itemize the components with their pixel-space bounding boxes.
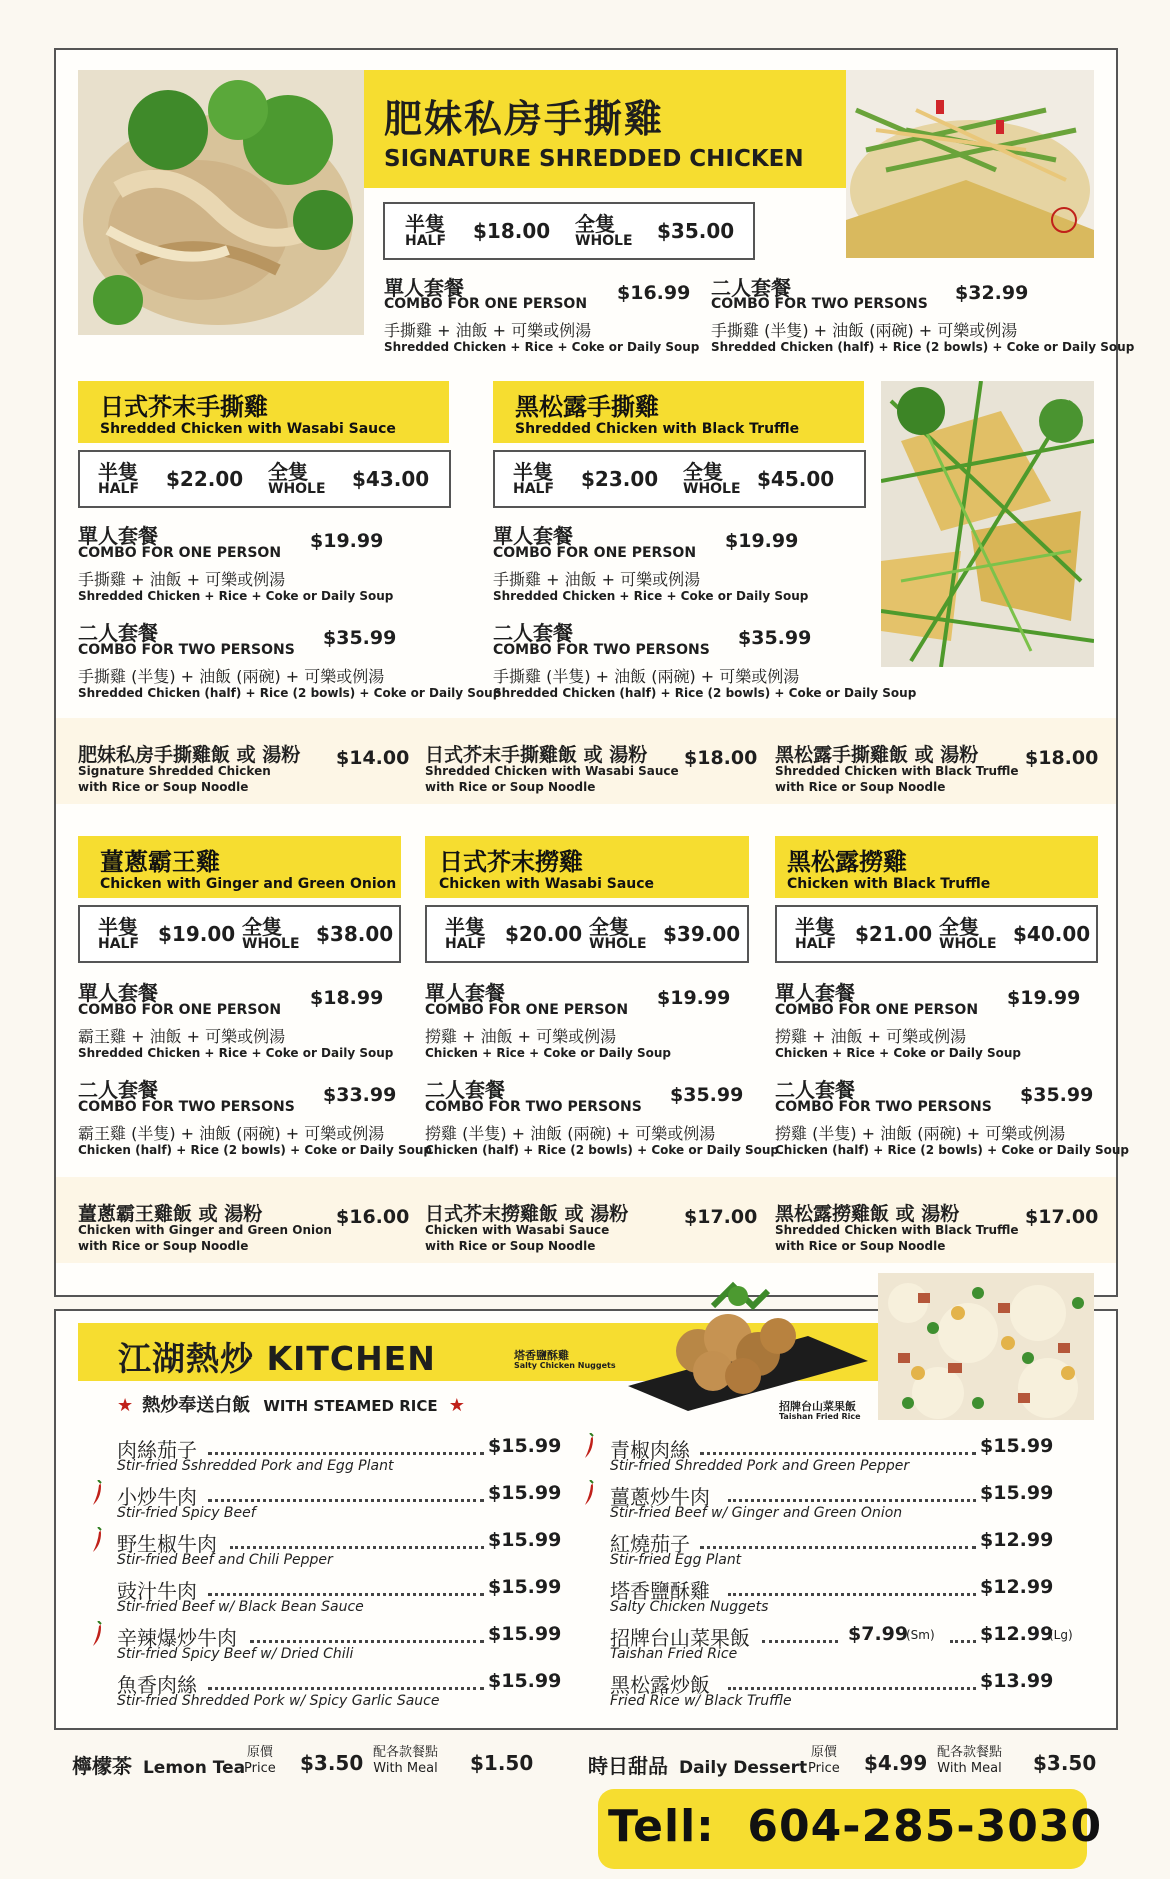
- half-label: 半隻: [445, 915, 485, 939]
- half-label: 半隻: [98, 915, 138, 939]
- lemon-tea-meal-price: $1.50: [470, 1751, 534, 1775]
- combo-price: $35.99: [738, 627, 812, 649]
- dish-price: $12.99: [980, 1529, 1054, 1551]
- rice-subtitle-en: with Rice or Soup Noodle: [425, 780, 596, 794]
- combo-title-en: COMBO FOR TWO PERSONS: [711, 296, 928, 312]
- whole-label: 全隻: [683, 460, 723, 484]
- combo-desc-zh: 撈雞 + 油飯 + 可樂或例湯: [425, 1027, 617, 1046]
- half-price: $19.00: [158, 922, 236, 946]
- combo-title-zh: 二人套餐: [493, 621, 573, 645]
- nugget-caption-en: Salty Chicken Nuggets: [514, 1361, 616, 1370]
- kitchen-title: 江湖熱炒 KITCHEN: [118, 1339, 436, 1378]
- half-price: $22.00: [166, 467, 244, 491]
- dish-name-en: Stir-fried Sshredded Pork and Egg Plant: [117, 1458, 394, 1474]
- dish-name-zh: 肉絲茄子: [117, 1438, 197, 1462]
- combo-desc-en: Shredded Chicken (half) + Rice (2 bowls) + Coke or Daily Soup: [493, 686, 917, 700]
- rice-title-en: Shredded Chicken with Wasabi Sauce: [425, 764, 679, 778]
- steamed-rice-note: [117, 1391, 465, 1417]
- whole-price: $45.00: [757, 467, 835, 491]
- original-price-label: [244, 1745, 276, 1777]
- dish-title-zh: 日式芥末撈雞: [439, 848, 583, 876]
- lemon-tea-label: [72, 1750, 245, 1779]
- rice-title-en: Shredded Chicken with Black Truffle: [775, 1223, 1019, 1237]
- combo-title-en: COMBO FOR TWO PERSONS: [78, 642, 295, 658]
- combo-desc-zh: 手撕雞 + 油飯 + 可樂或例湯: [78, 570, 286, 589]
- chili-pepper-icon: [92, 1480, 102, 1506]
- truffle-lao-price-box: [775, 905, 1098, 963]
- dish-name-zh: 辛辣爆炒牛肉: [117, 1626, 237, 1650]
- meal-zh: 配各款餐點: [937, 1745, 1003, 1760]
- dish-name-en: Stir-fried Spicy Beef w/ Dried Chili: [117, 1646, 354, 1662]
- leader-dots: [250, 1640, 484, 1643]
- combo-desc-en: Chicken + Rice + Coke or Daily Soup: [425, 1046, 672, 1060]
- dish-name-zh: 豉汁牛肉: [117, 1579, 197, 1603]
- leader-dots: [950, 1640, 976, 1643]
- with-meal-label: [937, 1745, 1002, 1777]
- orig-zh: 原價: [810, 1745, 837, 1760]
- combo-title-zh: 單人套餐: [775, 981, 855, 1005]
- combo-price: $33.99: [323, 1084, 397, 1106]
- combo-price: $19.99: [1007, 987, 1081, 1009]
- dessert-price: $4.99: [864, 1751, 928, 1775]
- half-price: $18.00: [473, 219, 551, 243]
- dish-name-en: Stir-fried Shredded Pork w/ Spicy Garlic Sauce: [117, 1693, 440, 1709]
- rice-title-en: Chicken with Ginger and Green Onion: [78, 1223, 332, 1237]
- ginger-chicken-photo: [846, 70, 1094, 258]
- rice-title-en: Shredded Chicken with Black Truffle: [775, 764, 1019, 778]
- rice-subtitle-en: with Rice or Soup Noodle: [775, 780, 946, 794]
- fried-rice-caption-en: Taishan Fried Rice: [779, 1412, 861, 1421]
- rice-price: $18.00: [1025, 747, 1099, 769]
- rice-title-en: Chicken with Wasabi Sauce: [425, 1223, 610, 1237]
- with-meal-label: [373, 1745, 438, 1777]
- signature-title-zh: 肥妹私房手撕雞: [384, 97, 665, 141]
- dish-name-zh: 小炒牛肉: [117, 1485, 197, 1509]
- dish-title-en: Chicken with Black Truffle: [787, 876, 991, 892]
- dessert-en: Daily Dessert: [678, 1758, 808, 1778]
- wasabi-price-box: [78, 450, 451, 508]
- combo-title-zh: 單人套餐: [493, 524, 573, 548]
- dish-price: $15.99: [488, 1435, 562, 1457]
- combo-desc-zh: 霸王雞 (半隻) + 油飯 (兩碗) + 可樂或例湯: [78, 1124, 385, 1143]
- dish-price: $15.99: [488, 1576, 562, 1598]
- rice-subtitle-en: with Rice or Soup Noodle: [775, 1239, 946, 1253]
- rice-subtitle-en: with Rice or Soup Noodle: [78, 1239, 249, 1253]
- lemon-tea-price: $3.50: [300, 1751, 364, 1775]
- combo-desc-en: Shredded Chicken (half) + Rice (2 bowls) + Coke or Daily Soup: [78, 686, 502, 700]
- whole-label-en: WHOLE: [589, 936, 647, 952]
- dish-name-zh: 野生椒牛肉: [117, 1532, 217, 1556]
- leader-dots: [762, 1640, 838, 1643]
- leader-dots: [208, 1687, 484, 1690]
- combo-desc-en: Chicken (half) + Rice (2 bowls) + Coke or Daily Soup: [78, 1143, 432, 1157]
- note-en: WITH STEAMED RICE: [263, 1397, 438, 1415]
- combo-title-en: COMBO FOR ONE PERSON: [78, 1002, 282, 1018]
- dessert-meal-price: $3.50: [1033, 1751, 1097, 1775]
- combo-desc-en: Shredded Chicken + Rice + Coke or Daily Soup: [78, 589, 394, 603]
- dish-name-zh: 紅燒茄子: [610, 1532, 690, 1556]
- combo-price: $18.99: [310, 987, 384, 1009]
- meal-en: With Meal: [937, 1761, 1002, 1776]
- orig-en: Price: [808, 1761, 840, 1776]
- combo-desc-zh: 撈雞 + 油飯 + 可樂或例湯: [775, 1027, 967, 1046]
- leader-dots: [230, 1546, 484, 1549]
- half-label: 半隻: [98, 460, 138, 484]
- dish-price: $13.99: [980, 1670, 1054, 1692]
- half-label-en: HALF: [405, 233, 447, 249]
- whole-label-en: WHOLE: [242, 936, 300, 952]
- meal-zh: 配各款餐點: [373, 1745, 439, 1760]
- leader-dots: [700, 1452, 976, 1455]
- chili-pepper-icon: [92, 1527, 102, 1553]
- dish-name-zh: 塔香鹽酥雞: [610, 1579, 710, 1603]
- star-icon: ★: [448, 1395, 465, 1416]
- dish-title-zh: 薑蔥霸王雞: [100, 848, 220, 876]
- ginger-price-box: [78, 905, 401, 963]
- combo-desc-zh: 手撕雞 + 油飯 + 可樂或例湯: [384, 321, 592, 340]
- rice-title-zh: 黑松露撈雞飯 或 湯粉: [775, 1203, 960, 1225]
- dish-name-en: Salty Chicken Nuggets: [610, 1599, 769, 1615]
- combo-desc-en: Chicken (half) + Rice (2 bowls) + Coke or Daily Soup: [425, 1143, 779, 1157]
- dish-title-zh: 黑松露撈雞: [787, 848, 907, 876]
- size-small-label: (Sm): [906, 1628, 935, 1642]
- dish-price: $15.99: [980, 1435, 1054, 1457]
- fried-rice-caption-zh: 招牌台山菜果飯: [779, 1400, 856, 1413]
- dish-price: $15.99: [488, 1670, 562, 1692]
- combo-title-zh: 單人套餐: [78, 524, 158, 548]
- rice-title-zh: 日式芥末撈雞飯 或 湯粉: [425, 1203, 629, 1225]
- rice-price: $17.00: [1025, 1206, 1099, 1228]
- size-large-label: (Lg): [1049, 1628, 1073, 1642]
- dish-name-en: Stir-fried Beef w/ Black Bean Sauce: [117, 1599, 364, 1615]
- combo-title-en: COMBO FOR ONE PERSON: [775, 1002, 979, 1018]
- combo-title-zh: 單人套餐: [425, 981, 505, 1005]
- original-price-label: [808, 1745, 840, 1777]
- combo-price: $35.99: [1020, 1084, 1094, 1106]
- half-label: 半隻: [513, 460, 553, 484]
- combo-desc-en: Shredded Chicken + Rice + Coke or Daily Soup: [384, 340, 700, 354]
- combo-title-zh: 二人套餐: [78, 1078, 158, 1102]
- combo-title-zh: 二人套餐: [711, 276, 791, 300]
- dish-title-en: Shredded Chicken with Wasabi Sauce: [100, 421, 396, 437]
- dish-title-en: Chicken with Ginger and Green Onion: [100, 876, 397, 892]
- rice-title-zh: 薑蔥霸王雞飯 或 湯粉: [78, 1203, 263, 1225]
- whole-label: 全隻: [939, 915, 979, 939]
- meal-en: With Meal: [373, 1761, 438, 1776]
- dish-price: $15.99: [488, 1623, 562, 1645]
- combo-desc-en: Shredded Chicken (half) + Rice (2 bowls) + Coke or Daily Soup: [711, 340, 1135, 354]
- combo-desc-en: Chicken (half) + Rice (2 bowls) + Coke or Daily Soup: [775, 1143, 1129, 1157]
- rice-subtitle-en: with Rice or Soup Noodle: [425, 1239, 596, 1253]
- whole-price: $40.00: [1013, 922, 1091, 946]
- whole-label: 全隻: [589, 915, 629, 939]
- chili-pepper-icon: [92, 1621, 102, 1647]
- combo-title-en: COMBO FOR TWO PERSONS: [775, 1099, 992, 1115]
- combo-price: $19.99: [725, 530, 799, 552]
- whole-price: $35.00: [657, 219, 735, 243]
- rice-price: $16.00: [336, 1206, 410, 1228]
- lemon-tea-en: Lemon Tea: [142, 1758, 246, 1778]
- combo-title-en: COMBO FOR ONE PERSON: [78, 545, 282, 561]
- rice-subtitle-en: with Rice or Soup Noodle: [78, 780, 249, 794]
- shredded-chicken-photo: [78, 70, 364, 335]
- whole-price: $39.00: [663, 922, 741, 946]
- half-price: $23.00: [581, 467, 659, 491]
- dish-name-zh: 黑松露炒飯: [610, 1673, 710, 1697]
- combo-desc-zh: 手撕雞 (半隻) + 油飯 (兩碗) + 可樂或例湯: [711, 321, 1018, 340]
- dish-title-zh: 黑松露手撕雞: [515, 393, 659, 421]
- chili-pepper-icon: [584, 1433, 594, 1459]
- combo-title-en: COMBO FOR TWO PERSONS: [78, 1099, 295, 1115]
- signature-price-box: [383, 202, 755, 260]
- leader-dots: [728, 1687, 976, 1690]
- dish-name-en: Stir-fried Egg Plant: [610, 1552, 742, 1568]
- combo-price: $19.99: [310, 530, 384, 552]
- rice-price: $14.00: [336, 747, 410, 769]
- nugget-caption-zh: 塔香鹽酥雞: [514, 1349, 569, 1362]
- dish-title-en: Shredded Chicken with Black Truffle: [515, 421, 800, 437]
- combo-price: $32.99: [955, 282, 1029, 304]
- daily-dessert-label: [588, 1750, 807, 1779]
- phone-number[interactable]: Tell: 604-285-3030: [608, 1801, 1103, 1852]
- combo-title-en: COMBO FOR TWO PERSONS: [425, 1099, 642, 1115]
- dish-title-zh: 日式芥末手撕雞: [100, 393, 268, 421]
- dish-name-en: Taishan Fried Rice: [610, 1646, 738, 1662]
- rice-price: $17.00: [684, 1206, 758, 1228]
- orig-zh: 原價: [246, 1745, 273, 1760]
- combo-title-en: COMBO FOR TWO PERSONS: [493, 642, 710, 658]
- rice-title-zh: 肥妹私房手撕雞飯 或 湯粉: [78, 744, 301, 766]
- lemon-tea-zh: 檸檬茶: [72, 1754, 132, 1778]
- half-label-en: HALF: [513, 481, 555, 497]
- whole-label: 全隻: [242, 915, 282, 939]
- whole-label: 全隻: [575, 212, 615, 236]
- leader-dots: [728, 1593, 976, 1596]
- orig-en: Price: [244, 1761, 276, 1776]
- half-price: $21.00: [855, 922, 933, 946]
- half-label-en: HALF: [98, 936, 140, 952]
- whole-label-en: WHOLE: [939, 936, 997, 952]
- rice-title-zh: 日式芥末手撕雞飯 或 湯粉: [425, 744, 648, 766]
- dish-title-en: Chicken with Wasabi Sauce: [439, 876, 655, 892]
- wasabi-lao-title-bar: [425, 836, 749, 898]
- dish-name-zh: 薑蔥炒牛肉: [610, 1485, 710, 1509]
- combo-price: $19.99: [657, 987, 731, 1009]
- combo-desc-en: Chicken + Rice + Coke or Daily Soup: [775, 1046, 1022, 1060]
- chili-pepper-icon: [584, 1480, 594, 1506]
- dessert-zh: 時日甜品: [588, 1754, 668, 1778]
- truffle-chicken-photo: [881, 381, 1094, 667]
- whole-label-en: WHOLE: [683, 481, 741, 497]
- dish-name-zh: 招牌台山菜果飯: [610, 1626, 750, 1650]
- combo-title-en: COMBO FOR ONE PERSON: [493, 545, 697, 561]
- whole-price: $43.00: [352, 467, 430, 491]
- dish-name-en: Fried Rice w/ Black Truffle: [610, 1693, 792, 1709]
- fried-rice-photo: [878, 1273, 1094, 1420]
- leader-dots: [208, 1499, 484, 1502]
- rice-title-en: Signature Shredded Chicken: [78, 764, 271, 778]
- dish-price-small: $7.99: [848, 1623, 909, 1645]
- dish-name-en: Stir-fried Spicy Beef: [117, 1505, 256, 1521]
- combo-price: $35.99: [323, 627, 397, 649]
- ginger-title-bar: [78, 836, 401, 898]
- dish-price: $15.99: [488, 1529, 562, 1551]
- dish-price: $12.99: [980, 1576, 1054, 1598]
- dish-name-zh: 魚香肉絲: [117, 1673, 197, 1697]
- half-label-en: HALF: [445, 936, 487, 952]
- whole-label: 全隻: [268, 460, 308, 484]
- dish-price-large: $12.99: [980, 1623, 1054, 1645]
- star-icon: ★: [117, 1395, 134, 1416]
- dish-name-en: Stir-fried Shredded Pork and Green Pepper: [610, 1458, 910, 1474]
- combo-title-zh: 二人套餐: [775, 1078, 855, 1102]
- chicken-nuggets-photo: [618, 1276, 876, 1416]
- combo-desc-en: Shredded Chicken + Rice + Coke or Daily Soup: [493, 589, 809, 603]
- combo-desc-zh: 手撕雞 + 油飯 + 可樂或例湯: [493, 570, 701, 589]
- whole-label-en: WHOLE: [268, 481, 326, 497]
- dish-name-en: Stir-fried Beef w/ Ginger and Green Onion: [610, 1505, 903, 1521]
- combo-desc-zh: 霸王雞 + 油飯 + 可樂或例湯: [78, 1027, 286, 1046]
- half-label: 半隻: [405, 212, 445, 236]
- leader-dots: [728, 1499, 976, 1502]
- whole-price: $38.00: [316, 922, 394, 946]
- wasabi-lao-price-box: [425, 905, 749, 963]
- combo-price: $35.99: [670, 1084, 744, 1106]
- combo-price: $16.99: [617, 282, 691, 304]
- signature-title-bar: [364, 70, 846, 188]
- combo-desc-zh: 撈雞 (半隻) + 油飯 (兩碗) + 可樂或例湯: [425, 1124, 716, 1143]
- truffle-lao-title-bar: [775, 836, 1098, 898]
- rice-title-zh: 黑松露手撕雞飯 或 湯粉: [775, 744, 979, 766]
- truffle-price-box: [493, 450, 866, 508]
- leader-dots: [208, 1593, 484, 1596]
- note-zh: 熱炒奉送白飯: [142, 1395, 251, 1416]
- half-label-en: HALF: [795, 936, 837, 952]
- combo-desc-zh: 手撕雞 (半隻) + 油飯 (兩碗) + 可樂或例湯: [78, 667, 385, 686]
- combo-title-zh: 單人套餐: [384, 276, 464, 300]
- half-label-en: HALF: [98, 481, 140, 497]
- leader-dots: [700, 1546, 976, 1549]
- dish-name-zh: 青椒肉絲: [610, 1438, 690, 1462]
- combo-desc-en: Shredded Chicken + Rice + Coke or Daily Soup: [78, 1046, 394, 1060]
- whole-label-en: WHOLE: [575, 233, 633, 249]
- wasabi-title-bar: [78, 381, 449, 443]
- rice-price: $18.00: [684, 747, 758, 769]
- truffle-title-bar: [493, 381, 864, 443]
- dish-price: $15.99: [980, 1482, 1054, 1504]
- dish-name-en: Stir-fried Beef and Chili Pepper: [117, 1552, 333, 1568]
- phone-banner[interactable]: [598, 1789, 1103, 1869]
- combo-desc-zh: 手撕雞 (半隻) + 油飯 (兩碗) + 可樂或例湯: [493, 667, 800, 686]
- combo-title-zh: 二人套餐: [78, 621, 158, 645]
- signature-title-en: SIGNATURE SHREDDED CHICKEN: [384, 146, 804, 172]
- dish-price: $15.99: [488, 1482, 562, 1504]
- combo-title-zh: 二人套餐: [425, 1078, 505, 1102]
- leader-dots: [208, 1452, 484, 1455]
- combo-title-en: COMBO FOR ONE PERSON: [425, 1002, 629, 1018]
- half-label: 半隻: [795, 915, 835, 939]
- half-price: $20.00: [505, 922, 583, 946]
- combo-title-zh: 單人套餐: [78, 981, 158, 1005]
- combo-title-en: COMBO FOR ONE PERSON: [384, 296, 588, 312]
- combo-desc-zh: 撈雞 (半隻) + 油飯 (兩碗) + 可樂或例湯: [775, 1124, 1066, 1143]
